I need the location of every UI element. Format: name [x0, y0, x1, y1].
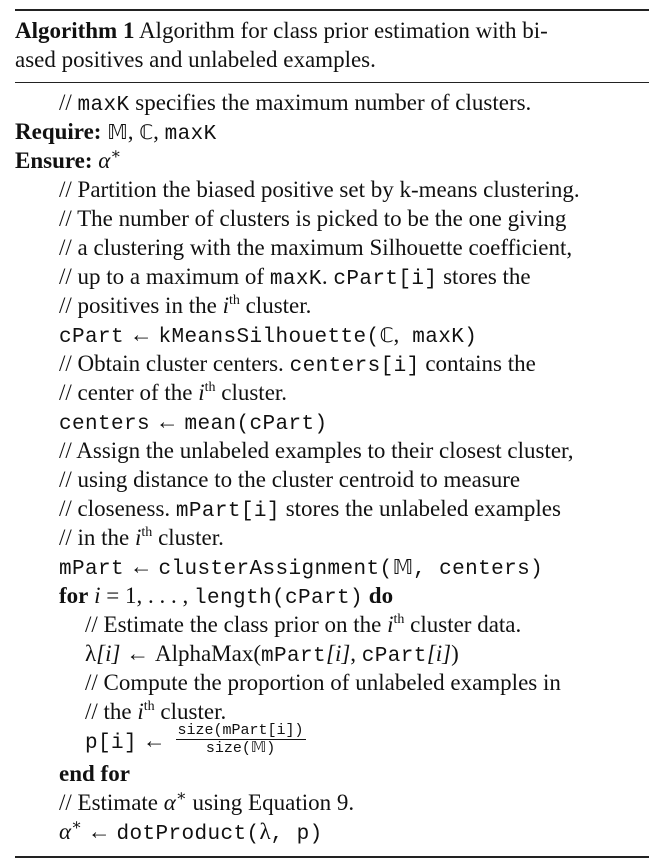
ensure-keyword: Ensure: [15, 148, 93, 173]
caption-line1: Algorithm for class prior estimation with bi- [134, 18, 548, 43]
comment-center-cluster: // center of the $i^{th}$ cluster. [59, 380, 288, 405]
statement-dotproduct: α∗ ← dotProduct(λ, p) [59, 817, 323, 846]
comment-the-cluster: // the $i^{th}$ cluster. [85, 699, 227, 724]
comment-compute-proportion: // Compute the proportion of unlabeled examples in [85, 670, 561, 695]
comment-assign: // Assign the unlabeled examples to their closest cluster, [59, 438, 574, 463]
comment-distance: // using distance to the cluster centroid to measure [59, 467, 521, 492]
comment-closeness: // closeness. mPart[i] stores the unlabeled examples [59, 496, 561, 523]
comment-silhouette: // a clustering with the maximum Silhouette coefficient, [59, 235, 573, 260]
comment-estimate-prior: // Estimate the class prior on the $i^{th}$ cluster data. [85, 612, 522, 637]
algorithm-caption [15, 16, 649, 74]
statement-mpart: mPart ← clusterAssignment(𝕄, centers) [59, 554, 544, 581]
statement-alphamax: λ[i] ← AlphaMax(mPart[i], cPart[i]) [85, 641, 459, 668]
fraction-denominator: size(𝕄) [205, 740, 276, 758]
caption-label: Algorithm 1 [15, 18, 135, 43]
comment-partition: // Partition the biased positive set by k-means clustering. [59, 177, 580, 202]
end-for: end for [59, 761, 130, 786]
top-rule [15, 9, 649, 11]
comment-number-clusters: // The number of clusters is picked to be the one giving [59, 206, 567, 231]
comment-in-cluster: // in the $i^{th}$ cluster. [59, 525, 224, 550]
ensure-line: Ensure: α∗ [15, 146, 122, 173]
require-line: Require: 𝕄, ℂ, maxK [15, 119, 217, 146]
for-loop-header: for i = 1, . . . , length(cPart) do [59, 583, 394, 610]
statement-centers: centers ← mean(cPart) [59, 409, 328, 436]
statement-p-fraction: p[i] ← $\frac{\text{size(mPart[i])}}{\text{size(𝕄)}}$ [85, 722, 304, 758]
comment-positives-cluster: // positives in the $i^{th}$ cluster. [59, 293, 312, 318]
statement-cpart: cPart ← kMeansSilhouette(ℂ, maxK) [59, 322, 478, 349]
comment-up-to-max: // up to a maximum of maxK. cPart[i] stores the [59, 264, 531, 291]
comment-maxk: // maxK specifies the maximum number of clusters. [59, 90, 532, 117]
fraction [176, 723, 306, 756]
caption-line2: ased positives and unlabeled examples. [15, 47, 376, 72]
comment-estimate-alpha: // Estimate α∗ using Equation 9. [59, 788, 355, 815]
fraction-numerator: size(mPart[i]) [177, 722, 304, 740]
require-keyword: Require: [15, 119, 102, 144]
caption-rule [15, 82, 649, 83]
comment-cluster-centers: // Obtain cluster centers. centers[i] contains the [59, 351, 536, 378]
bottom-rule [15, 856, 649, 858]
